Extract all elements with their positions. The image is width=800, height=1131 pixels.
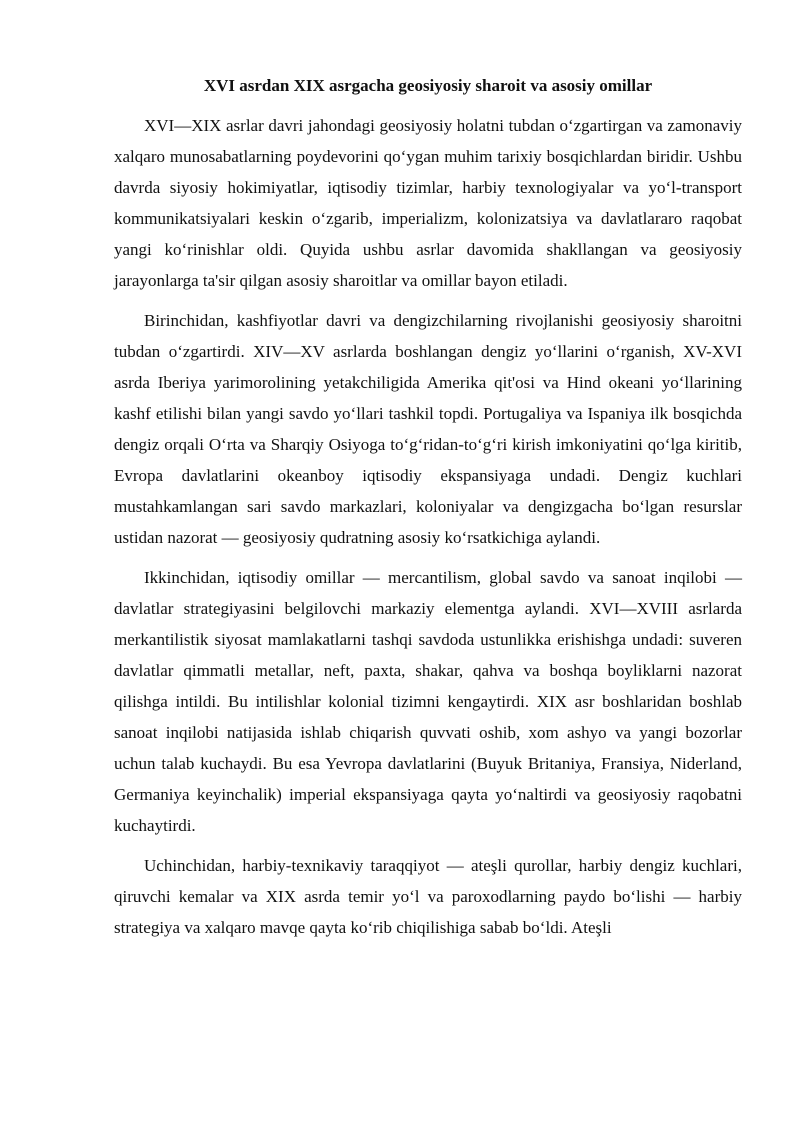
paragraph-third: Uchinchidan, harbiy-texnikaviy taraqqiyot — ateşli qurollar, harbiy dengiz kuchlari, qiruvchi kemalar va XIX asrda temir yo‘l va paroxodlarning paydo bo‘lishi — harbiy strategiya va xalqaro mavqe qayta ko‘rib chiqilishiga sabab bo‘ldi. Ateşli <box>114 856 742 937</box>
paragraph-intro: XVI—XIX asrlar davri jahondagi geosiyosiy holatni tubdan o‘zgartirgan va zamonaviy xalqaro munosabatlarning poydevorini qo‘ygan muhim tarixiy bosqichlardan biridir. Ushbu davrda siyosiy hokimiyatlar, iqtisodiy tizimlar, harbiy texnologiyalar va yo‘l-transport kommunikatsiyalari keskin o‘zgarib, imperializm, kolonizatsiya va davlatlararo raqobat yangi ko‘rinishlar oldi. Quyida ushbu asrlar davomida shakllangan va geosiyosiy jarayonlarga ta'sir qilgan asosiy sharoitlar va omillar bayon etiladi. <box>114 116 742 290</box>
paragraph-second: Ikkinchidan, iqtisodiy omillar — mercantilism, global savdo va sanoat inqilobi — davlatlar strategiyasini belgilovchi markaziy elementga aylandi. XVI—XVIII asrlarda merkantilistik siyosat mamlakatlarni tashqi savdoda ustunlikka erishishga undadi: suveren davlatlar qimmatli metallar, neft, paxta, shakar, qahva va boshqa boyliklarni nazorat qilishga intildi. Bu intilishlar kolonial tizimni kengaytirdi. XIX asr boshlaridan boshlab sanoat inqilobi natijasida ishlab chiqarish quvvati oshib, xom ashyo va yangi bozorlar uchun talab kuchaydi. Bu esa Yevropa davlatlarini (Buyuk Britaniya, Fransiya, Niderland, Germaniya keyinchalik) imperial ekspansiyaga qayta yo‘naltirdi va geosiyosiy raqobatni kuchaytirdi. <box>114 568 742 835</box>
document-page <box>114 72 742 952</box>
document-title: XVI asrdan XIX asrgacha geosiyosiy sharoit va asosiy omillar <box>203 76 653 95</box>
paragraph-first: Birinchidan, kashfiyotlar davri va dengizchilarning rivojlanishi geosiyosiy sharoitni tubdan o‘zgartirdi. XIV—XV asrlarda boshlangan dengiz yo‘llarini o‘rganish, XV-XVI asrda Iberiya yarimorolining yetakchiligida Amerika qit'osi va Hind okeani yo‘llarining kashf etilishi bilan yangi savdo yo‘llari tashkil topdi. Portugaliya va Ispaniya ilk bosqichda dengiz orqali O‘rta va Sharqiy Osiyoga to‘g‘ridan-to‘g‘ri kirish imkoniyatini qo‘lga kiritib, Evropa davlatlarini okeanboy iqtisodiy ekspansiyaga undadi. Dengiz kuchlari mustahkamlangan sari savdo markazlari, koloniyalar va dengizgacha bo‘lgan resurslar ustidan nazorat — geosiyosiy qudratning asosiy ko‘rsatkichiga aylandi. <box>114 311 742 547</box>
